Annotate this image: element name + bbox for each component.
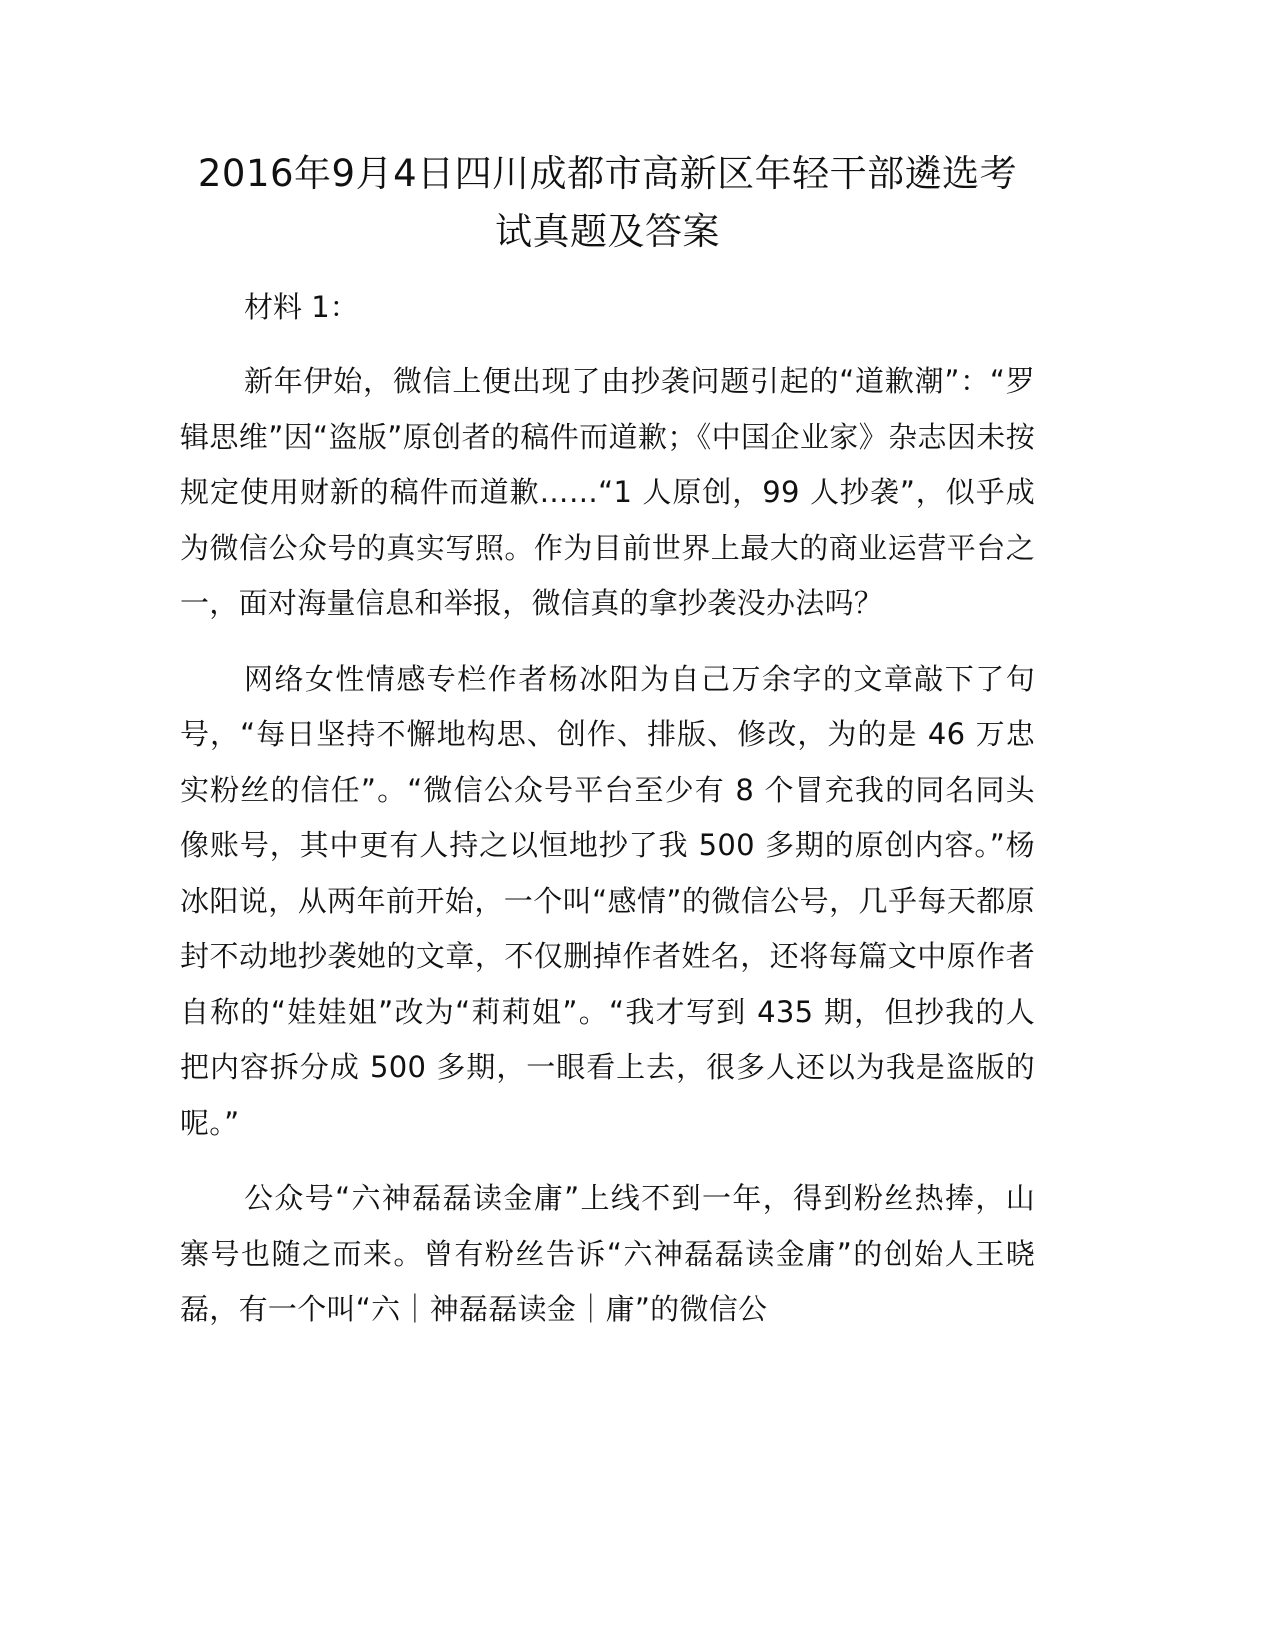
paragraph-2: 网络女性情感专栏作者杨冰阳为自己万余字的文章敲下了句号，“每日坚持不懈地构思、创作、排版、修改，为的是 46 万忠实粉丝的信任”。“微信公众号平台至少有 8 个冒充我的同名同头像账号，其中更有人持之以恒地抄了我 500 多期的原创内容。”杨冰阳说，从两年前开始，一个叫“感情”的微信公号，几乎每天都原封不动地抄袭她的文章，不仅删掉作者姓名，还将每篇文中原作者自称的“娃娃姐”改为“莉莉姐”。“我才写到 435 期，但抄我的人把内容拆分成 500 多期，一眼看上去，很多人还以为我是盗版的呢。” [180, 661, 1035, 1140]
section-label: 材料 1： [244, 290, 359, 324]
paragraph-1: 新年伊始，微信上便出现了由抄袭问题引起的“道歉潮”：“罗辑思维”因“盗版”原创者的稿件而道歉；《中国企业家》杂志因未按规定使用财新的稿件而道歉……“1 人原创，99 人抄袭”，似乎成为微信公众号的真实写照。作为目前世界上最大的商业运营平台之一，面对海量信息和举报，微信真的拿抄袭没办法吗？ [180, 364, 1035, 620]
paragraph-3: 公众号“六神磊磊读金庸”上线不到一年，得到粉丝热捧，山寨号也随之而来。曾有粉丝告诉“六神磊磊读金庸”的创始人王晓磊，有一个叫“六｜神磊磊读金｜庸”的微信公 [180, 1181, 1035, 1326]
document-page [180, 145, 1035, 1358]
document-title: 2016年9月4日四川成都市高新区年轻干部遴选考试真题及答案 [197, 152, 1018, 253]
